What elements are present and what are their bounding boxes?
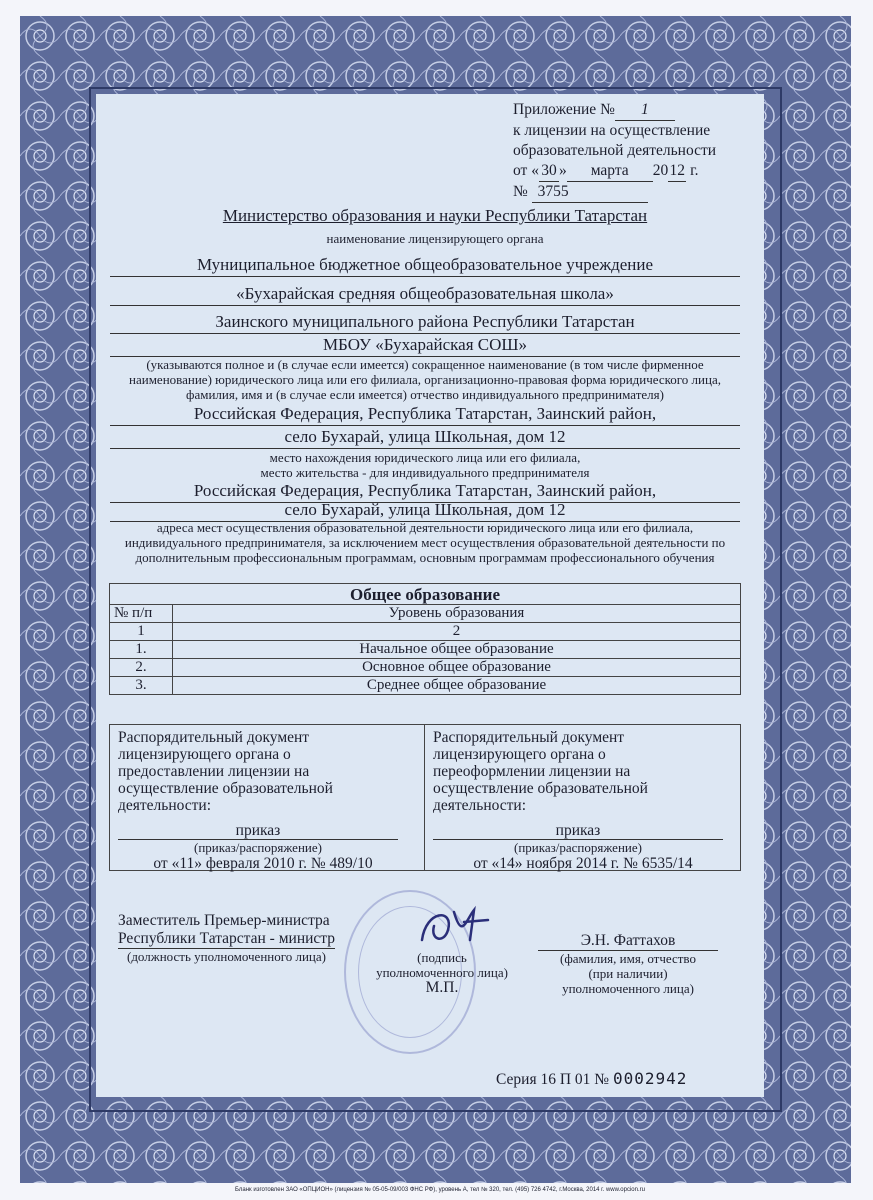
appendix-block — [513, 100, 743, 203]
appendix-day: 30 — [539, 161, 559, 182]
appendix-line2: образовательной деятельности — [513, 142, 717, 159]
doc-right-text: Распорядительный документ лицензирующего органа о переоформлении лицензии на осуществление образовательной деятельности: — [433, 729, 648, 814]
doc-left-caption: (приказ/распоряжение) — [194, 840, 322, 855]
row-level: Основное общее образование — [173, 659, 741, 677]
year-prefix: 20 — [652, 162, 669, 179]
table-row — [110, 659, 741, 677]
name-caption-2: (при наличии) — [588, 966, 668, 981]
table-row — [110, 677, 741, 695]
licensee-line4: МБОУ «Бухарайская СОШ» — [110, 335, 740, 357]
appendix-month: марта — [567, 161, 653, 182]
licensee-line2: «Бухарайская средняя общеобразовательная школа» — [110, 284, 740, 306]
address-line2: село Бухарай, улица Школьная, дом 12 — [110, 500, 740, 522]
signer-position — [118, 912, 335, 964]
name-caption-1: (фамилия, имя, отчество — [560, 951, 696, 966]
signature-caption — [362, 950, 522, 995]
series-value: 16 П 01 — [540, 1071, 591, 1088]
position-line1: Заместитель Премьер-министра — [118, 912, 330, 929]
series-label: Серия — [496, 1071, 537, 1088]
num-row-1: 1 — [110, 623, 173, 641]
doc-left-type: приказ — [118, 822, 398, 840]
authority-name: Министерство образования и науки Республики Татарстан — [222, 206, 648, 225]
date-prefix: от « — [513, 162, 539, 179]
signer-name: Э.Н. Фаттахов — [538, 932, 718, 951]
appendix-number: 1 — [615, 100, 675, 121]
name-caption-3: уполномоченного лица) — [562, 981, 694, 996]
appendix-year: 12 — [668, 161, 686, 182]
mp-label: М.П. — [425, 979, 459, 996]
doc-right-caption: (приказ/распоряжение) — [514, 840, 642, 855]
address-line1: Российская Федерация, Республика Татарстан, Заинский район, — [110, 481, 740, 503]
appendix-label: Приложение № — [513, 101, 615, 118]
date-mid: » — [558, 162, 567, 179]
position-line2: Республики Татарстан - министр — [118, 930, 335, 947]
position-caption: (должность уполномоченного лица) — [126, 949, 326, 964]
doc-left-text: Распорядительный документ лицензирующего органа о предоставлении лицензии на осуществление образовательной деятельности: — [118, 729, 333, 814]
location-caption1: место нахождения юридического лица или его филиала, — [269, 450, 581, 465]
doc-right-type: приказ — [433, 822, 723, 840]
doc-left-box — [109, 724, 425, 871]
sign-caption-2: уполномоченного лица) — [376, 965, 508, 980]
location-line2: село Бухарай, улица Школьная, дом 12 — [110, 427, 740, 449]
location-line1: Российская Федерация, Республика Татарстан, Заинский район, — [110, 404, 740, 426]
licensee-line1: Муниципальное бюджетное общеобразовательное учреждение — [110, 255, 740, 277]
appendix-line1: к лицензии на осуществление — [513, 122, 711, 139]
doc-right-ref: от «14» ноября 2014 г. № 6535/14 — [473, 855, 693, 872]
doc-right-box — [424, 724, 741, 871]
education-table — [109, 583, 741, 695]
series-num-label: № — [594, 1071, 610, 1088]
licensee-caption: (указываются полное и (в случае если имеется) сокращенное наименование (в том числе фирменное наименование) юридического лица или его филиала, организационно-правовая форма юридического лица, фамилия, имя и (в случае если имеется) отчество индивидуального предпринимателя) — [129, 357, 721, 402]
table-row — [110, 641, 741, 659]
license-num-label: № — [513, 183, 528, 200]
doc-left-ref: от «11» февраля 2010 г. № 489/10 — [153, 855, 373, 872]
row-number: 2. — [110, 659, 173, 677]
address-caption: адреса мест осуществления образовательной деятельности юридического лица или его филиала, индивидуального предпринимателя, за исключением мест осуществления образовательной деятельности по дополнительным профессиональным программам, основным программам профессионального обучения — [124, 520, 726, 565]
row-level: Среднее общее образование — [173, 677, 741, 695]
series-number: 0002942 — [612, 1069, 688, 1088]
row-number: 3. — [110, 677, 173, 695]
license-number: 3755 — [532, 182, 648, 203]
printer-footer: Бланк изготовлен ЗАО «ОПЦИОН» (лицензия № 05-05-09/003 ФНС РФ), уровень А, тел № 320, тел. (495) 726 4742, г.Москва, 2014 г. www.opcion.ru — [235, 1187, 645, 1193]
licensee-line3: Заинского муниципального района Республики Татарстан — [110, 312, 740, 334]
num-row-2: 2 — [173, 623, 741, 641]
location-caption2: место жительства - для индивидуального предпринимателя — [260, 465, 590, 480]
col-level-header: Уровень образования — [173, 605, 741, 623]
year-end: г. — [690, 162, 699, 179]
series-block — [496, 1069, 687, 1089]
row-number: 1. — [110, 641, 173, 659]
authority-caption: наименование лицензирующего органа — [326, 231, 544, 246]
row-level: Начальное общее образование — [173, 641, 741, 659]
education-title: Общее образование — [110, 584, 741, 605]
sign-caption-1: (подпись — [417, 950, 467, 965]
col-number-header: № п/п — [110, 605, 173, 623]
signer-name-block — [538, 932, 718, 996]
